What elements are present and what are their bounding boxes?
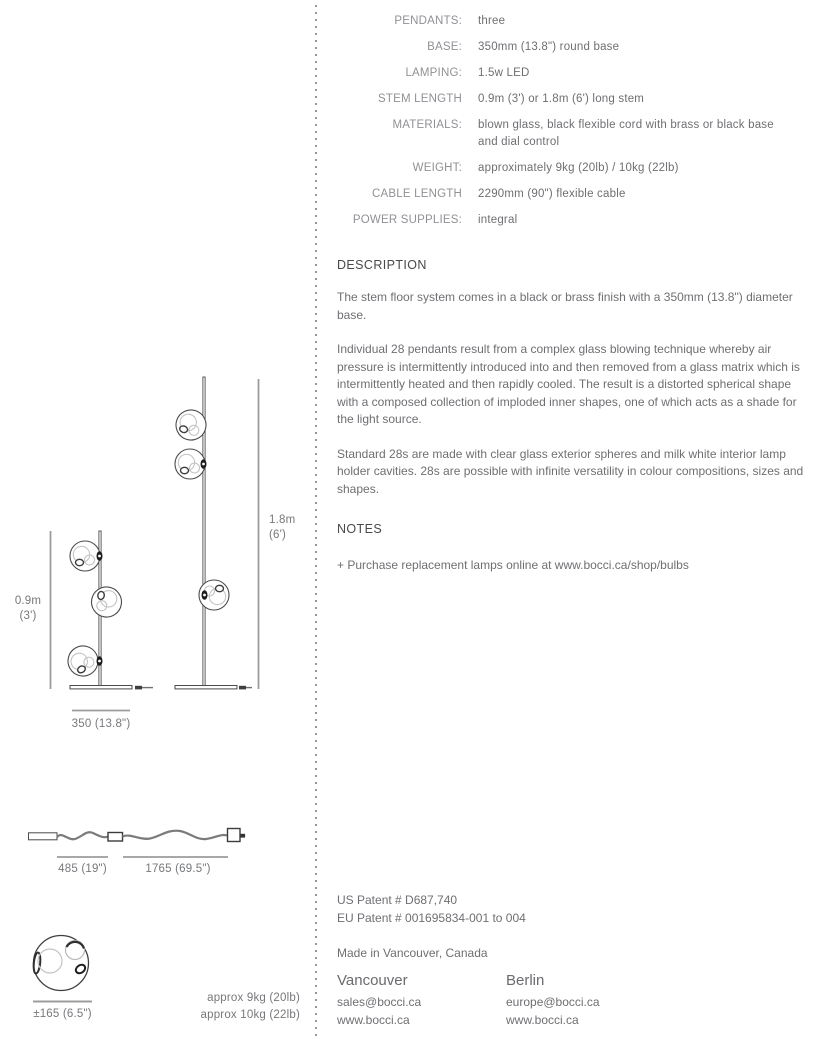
spec-row bbox=[337, 186, 807, 203]
note-item: + Purchase replacement lamps online at www.bocci.ca/shop/bulbs bbox=[337, 558, 689, 572]
description-section bbox=[337, 258, 807, 498]
contact-email: europe@bocci.ca bbox=[506, 995, 600, 1009]
spec-value: 2290mm (90") flexible cable bbox=[478, 188, 626, 200]
spec-value: approximately 9kg (20lb) / 10kg (22lb) bbox=[478, 162, 679, 174]
pendant-diameter-label: ±165 (6.5") bbox=[33, 1008, 92, 1020]
short-lamp-drawing bbox=[51, 531, 154, 689]
tall-lamp-drawing bbox=[172, 377, 259, 689]
base-width-label: 350 (13.8") bbox=[71, 718, 131, 730]
spec-label: STEM LENGTH bbox=[378, 93, 462, 105]
tall-lamp-height-label bbox=[269, 513, 313, 543]
spec-label: POWER SUPPLIES: bbox=[352, 214, 462, 226]
contact-city: Vancouver bbox=[337, 972, 408, 989]
short-lamp-height-ft: (3') bbox=[19, 610, 37, 622]
eu-patent-line: EU Patent # 001695834-001 to 004 bbox=[337, 910, 526, 925]
cable-segment2-label: 1765 (69.5") bbox=[145, 863, 211, 875]
contact-website: www.bocci.ca bbox=[337, 1012, 410, 1027]
spec-row bbox=[337, 91, 807, 108]
made-in-line: Made in Vancouver, Canada bbox=[337, 946, 488, 960]
contact-berlin bbox=[506, 971, 600, 1029]
description-paragraph: The stem floor system comes in a black or brass finish with a 350mm (13.8") diameter base. bbox=[337, 290, 793, 322]
description-heading: DESCRIPTION bbox=[337, 258, 427, 272]
spec-value: blown glass, black flexible cord with brass or black base and dial control bbox=[478, 119, 774, 148]
us-patent-line: US Patent # D687,740 bbox=[337, 893, 458, 907]
spec-label: BASE: bbox=[427, 41, 462, 53]
spec-label: PENDANTS: bbox=[394, 15, 462, 27]
spec-value: 0.9m (3') or 1.8m (6') long stem bbox=[478, 93, 645, 105]
contact-columns bbox=[337, 971, 807, 1031]
spec-row bbox=[337, 13, 807, 30]
spec-row bbox=[337, 65, 807, 82]
spec-table bbox=[337, 13, 807, 238]
contact-email: sales@bocci.ca bbox=[337, 995, 422, 1009]
spec-row bbox=[337, 39, 807, 56]
description-paragraph: Individual 28 pendants result from a complex glass blowing technique whereby air pressure is intermittently introduced into and then removed from a glass matrix which is intermittently heated and then rapidly cooled. The result is a distorted spherical shape with a composed collection of imploded inner shapes, one of which acts as a shade for the light source. bbox=[337, 342, 800, 426]
notes-heading: NOTES bbox=[337, 522, 383, 536]
short-lamp-height-m: 0.9m bbox=[14, 595, 42, 607]
weight-label-short: approx 9kg (20lb) bbox=[207, 992, 300, 1004]
cable-segment1-label: 485 (19") bbox=[58, 863, 107, 875]
description-paragraph: Standard 28s are made with clear glass exterior spheres and milk white interior lamp holder cavities. 28s are possible with infinite versatility in colour compositions, sizes and shapes. bbox=[337, 446, 804, 496]
spec-value: 1.5w LED bbox=[478, 67, 530, 79]
patent-info bbox=[337, 892, 526, 927]
spec-row bbox=[337, 160, 807, 177]
contact-website: www.bocci.ca bbox=[506, 1012, 579, 1027]
contact-vancouver bbox=[337, 971, 421, 1029]
cable-drawing bbox=[29, 829, 246, 858]
tall-lamp-height-ft: (6') bbox=[269, 529, 287, 541]
spec-label: LAMPING: bbox=[405, 67, 462, 79]
short-lamp-height-label bbox=[8, 594, 48, 624]
spec-value: integral bbox=[478, 214, 518, 226]
spec-label: WEIGHT: bbox=[412, 162, 462, 174]
tall-lamp-height-m: 1.8m bbox=[269, 514, 296, 526]
spec-row bbox=[337, 212, 807, 229]
spec-label: CABLE LENGTH bbox=[372, 188, 462, 200]
spec-value: three bbox=[478, 15, 506, 27]
pendant-top-view-drawing bbox=[33, 936, 92, 1002]
weight-label-tall: approx 10kg (22lb) bbox=[200, 1009, 300, 1021]
contact-city: Berlin bbox=[506, 972, 545, 989]
spec-value: 350mm (13.8") round base bbox=[478, 41, 620, 53]
spec-row bbox=[337, 117, 807, 151]
notes-section bbox=[337, 522, 807, 575]
right-column bbox=[337, 0, 807, 1041]
spec-label: MATERIALS: bbox=[392, 119, 462, 131]
